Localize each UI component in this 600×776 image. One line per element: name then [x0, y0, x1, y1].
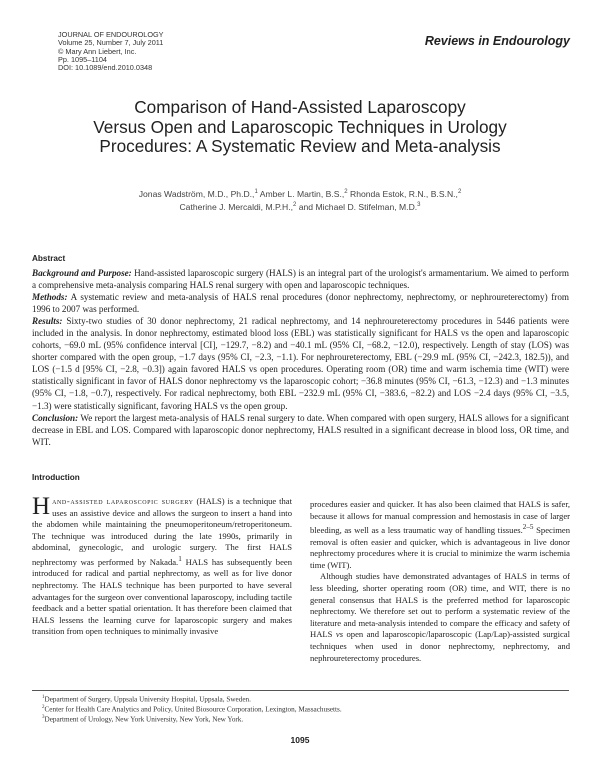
footnote: $^3$Department of Urology, New York University, New York, New York. [42, 715, 244, 724]
citation-ref: 2–5 [522, 523, 534, 532]
footnote: $^1$Department of Surgery, Uppsala University Hospital, Uppsala, Sweden. [42, 695, 251, 704]
drop-cap: H [32, 493, 51, 520]
intro-paragraph: Hand-assisted laparoscopic surgery (HALS) is a technique that uses an assistive device and allows the surgeon to insert a hand into the abdomen while maintaining the pneumoperitoneum/retroperitoneum. The technique was introduced during the late 1990s, primarily in abdominal, gynecologic, and urologic surgery. The first HALS nephrectomy was performed by Nakada.$^1$ HALS has subsequently been introduced for radical and partial nephrectomy, as well as for live donor nephrectomy. The HALS technique has been purported to have several advantages for the surgeon over conventional laparoscopy, including tactile feedback and a better spatial orientation. It has therefore been claimed that HALS lessens the learning curve for laparoscopic surgery and makes transition from open techniques to minimally invasive [32, 493, 292, 637]
author: Catherine J. Mercaldi, M.P.H., [179, 202, 293, 213]
journal-doi: DOI: 10.1089/end.2010.0348 [58, 63, 153, 73]
author: Rhonda Estok, R.N., B.S.N., [347, 188, 458, 199]
abstract-body [32, 267, 569, 448]
footnote: $^2$Center for Health Care Analytics and Policy, United Biosource Corporation, Lexington, Massachusetts. [42, 705, 342, 714]
author-list [40, 187, 560, 214]
article-title [40, 98, 560, 157]
abstract-conclusion: Conclusion: We report the largest meta-analysis of HALS renal surgery to date. When compared with open surgery, HALS allows for a significant decrease in EBL and LOS. Compared with laparoscopic donor nephrectomy, HALS resulted in a significant decrease in blood loss, OR time, and WIT. [32, 412, 569, 447]
abstract-methods: Methods: A systematic review and meta-analysis of HALS renal procedures (donor nephrectomy, nephrectomy, or nephroureterectomy) from 1996 to 2007 was performed. [32, 292, 569, 315]
page-number: 1095 [290, 735, 310, 745]
abstract-label: Results: [32, 316, 63, 327]
footnote-divider [32, 690, 569, 691]
section-tag: Reviews in Endourology [424, 34, 570, 48]
lead-in-smallcaps: and-assisted laparoscopic surgery [52, 496, 194, 506]
affiliation-footnotes [42, 694, 342, 725]
author: Jonas Wadström, M.D., Ph.D., [138, 188, 255, 199]
journal-masthead [58, 31, 164, 72]
affiliation-marker: 2 [344, 189, 348, 195]
author: and Michael D. Stifelman, M.D. [296, 202, 418, 213]
abstract-results: Results: Sixty-two studies of 30 donor nephrectomy, 21 radical nephrectomy, and 14 nephroureterectomy procedures in 5446 patients were included in the analysis. In donor nephrectomy, estimated blood loss (EBL) was statistically significant for HALS vs the open and laparoscopic cohorts, −69.0 mL (95% confidence interval [CI], −129.7, −8.2) and −40.1 mL (95% CI, −68.2, −12.0), respectively. Length of stay (LOS) was shorter compared with the open group, −1.7 days (95% CI, −2.3, −1.1). For nephroureterectomy, EBL (−29.9 mL (95% CI, −242.3, 182.5)), and LOS (−1.5 d [95% CI, −2.8, −0.3]) again favored HALS vs open procedures. Operating room (OR) time and warm ischemia time (WIT) were statistically significant in favor of HALS donor nephrectomy vs the laparoscopic cohort; −36.8 minutes (95% CI, −61.3, −12.3) and −1.3 minutes (95% CI, −1.8, −0.7), respectively. For radical nephrectomy, both EBL −232.9 mL (95% CI, −383.6, −82.2) and LOS −2.4 days (95% CI, −3.5, −1.3) were statistically significant, favoring HALS vs the open group. [32, 316, 569, 411]
affiliation-marker: 3 [417, 202, 421, 209]
affiliation-marker: 2 [292, 202, 297, 209]
title-line: Procedures: A Systematic Review and Meta-analysis [99, 136, 501, 156]
affiliation-marker: 1 [254, 189, 258, 195]
introduction-heading: Introduction [32, 473, 80, 482]
body-column-left [32, 493, 292, 638]
journal-pages: Pp. 1095–1104 [58, 54, 107, 64]
title-line: Comparison of Hand-Assisted Laparoscopy [134, 97, 466, 117]
citation-ref: 1 [178, 554, 182, 563]
intro-paragraph: Although studies have demonstrated advantages of HALS in terms of less bleeding, shorter operating room (OR) time, and WIT, there is no general consensus that HALS is the preferred method for laparoscopic nephrectomy. We therefore set out to perform a systematic review of the literature and meta-analysis intended to compare the efficacy and safety of HALS vs open and laparoscopic/laparoscopic (Lap/Lap)-assisted surgical techniques when used in donor nephrectomy, nephrectomy, and nephroureterectomy procedures. [310, 571, 570, 663]
abstract-label: Background and Purpose: [32, 268, 132, 278]
body-column-right [310, 499, 570, 664]
title-line: Versus Open and Laparoscopic Techniques in Urology [93, 116, 507, 137]
abstract-label: Methods: [32, 292, 68, 303]
intro-paragraph: procedures easier and quicker. It has also been claimed that HALS is safer, because it allows for manual compression and hemostasis in case of larger bleeding, as well as a less traumatic way of handling tissues.$^{2-5}$ Specimen removal is often easier and quicker, which is advantageous in live donor nephrectomy procedures where it is crucial to minimize the warm ischemia time (WIT). [310, 499, 571, 570]
abstract-heading: Abstract [32, 254, 66, 263]
journal-publisher: © Mary Ann Liebert, Inc. [58, 46, 137, 56]
abstract-background: Background and Purpose: Hand-assisted laparoscopic surgery (HALS) is an integral part of the urologist's armamentarium. We aimed to perform a comprehensive meta-analysis comparing HALS renal surgery with open and laparoscopic techniques. [32, 268, 569, 291]
author: Amber L. Martin, B.S., [257, 188, 345, 199]
journal-name: JOURNAL OF ENDOUROLOGY [58, 30, 164, 39]
abstract-label: Conclusion: [32, 412, 79, 423]
affiliation-marker: 2 [457, 189, 462, 195]
journal-volume: Volume 25, Number 7, July 2011 [58, 38, 164, 48]
